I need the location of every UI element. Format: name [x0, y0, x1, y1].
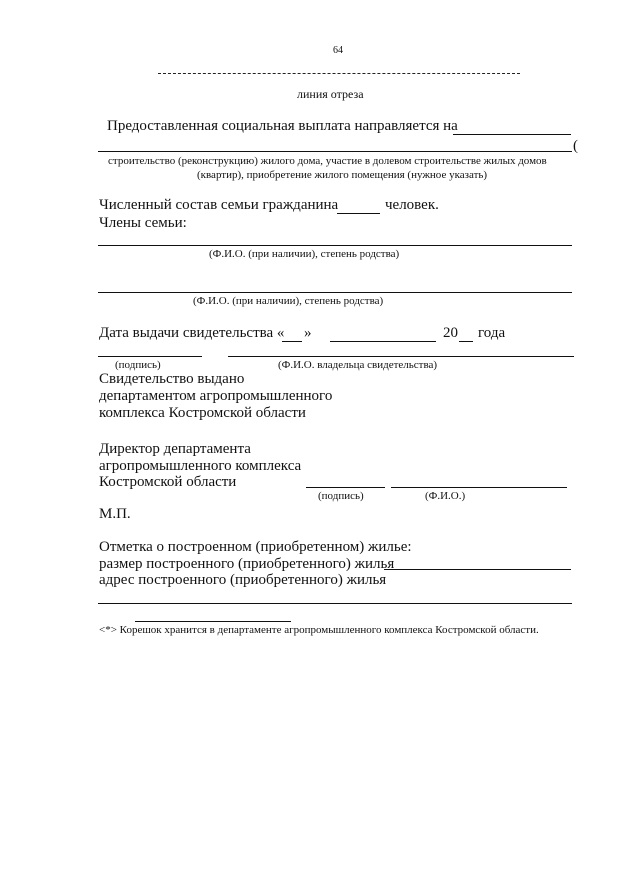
issued-by-line-1: Свидетельство выдано — [99, 371, 245, 387]
housing-address-label: адрес построенного (приобретенного) жилья — [99, 572, 387, 588]
family-member-hint-2: (Ф.И.О. (при наличии), степень родства) — [193, 295, 384, 307]
payment-purpose-field[interactable] — [98, 151, 572, 152]
director-signature-field[interactable] — [306, 487, 385, 488]
family-count-suffix: человек. — [385, 197, 439, 213]
housing-note-title: Отметка о построенном (приобретенном) жилье: — [99, 539, 412, 555]
director-line-1: Директор департамента — [99, 441, 251, 457]
housing-size-field[interactable] — [384, 569, 571, 570]
director-line-3: Костромской области — [99, 474, 237, 490]
cut-line-label: линия отреза — [297, 87, 364, 101]
issue-day-field[interactable] — [282, 341, 302, 342]
issued-by-line-2: департаментом агропромышленного — [99, 388, 333, 404]
family-members-label: Члены семьи: — [99, 215, 187, 231]
stamp-label: М.П. — [99, 506, 131, 522]
family-member-field-1[interactable] — [98, 245, 572, 246]
holder-signature-field[interactable] — [98, 356, 202, 357]
payment-purpose-hint-2: (квартир), приобретение жилого помещения (нужное указать) — [197, 169, 488, 181]
family-member-hint-1: (Ф.И.О. (при наличии), степень родства) — [209, 248, 400, 260]
cut-dashed-line — [158, 73, 520, 74]
family-count-field[interactable] — [337, 213, 380, 214]
housing-size-label: размер построенного (приобретенного) жилья — [99, 556, 395, 572]
issue-date-label: Дата выдачи свидетельства « — [99, 325, 285, 341]
director-signature-hint: (подпись) — [318, 490, 364, 502]
holder-name-field[interactable] — [228, 356, 574, 357]
holder-name-hint: (Ф.И.О. владельца свидетельства) — [278, 359, 438, 371]
director-name-field[interactable] — [391, 487, 567, 488]
family-member-field-2[interactable] — [98, 292, 572, 293]
issue-year-prefix: 20 — [443, 325, 458, 341]
page-number: 64 — [333, 45, 343, 56]
holder-signature-hint: (подпись) — [115, 359, 161, 371]
footnote-rule — [135, 621, 291, 622]
payment-direction-text: Предоставленная социальная выплата направляется на — [107, 118, 458, 134]
director-name-hint: (Ф.И.О.) — [425, 490, 466, 502]
issued-by-line-3: комплекса Костромской области — [99, 405, 306, 421]
payment-purpose-hint-1: строительство (реконструкцию) жилого дома, участие в долевом строительстве жилых домов — [108, 155, 547, 167]
issue-month-field[interactable] — [330, 341, 436, 342]
issue-year-suffix: года — [478, 325, 506, 341]
housing-address-field[interactable] — [98, 603, 572, 604]
director-line-2: агропромышленного комплекса — [99, 458, 302, 474]
family-count-label: Численный состав семьи гражданина — [99, 197, 339, 213]
payment-paren: ( — [573, 138, 578, 154]
payment-direction-field[interactable] — [453, 134, 571, 135]
issue-date-quote-close: » — [304, 325, 312, 341]
issue-year-field[interactable] — [459, 341, 473, 342]
footnote-text: <*> Корешок хранится в департаменте агропромышленного комплекса Костромской области. — [99, 624, 539, 636]
